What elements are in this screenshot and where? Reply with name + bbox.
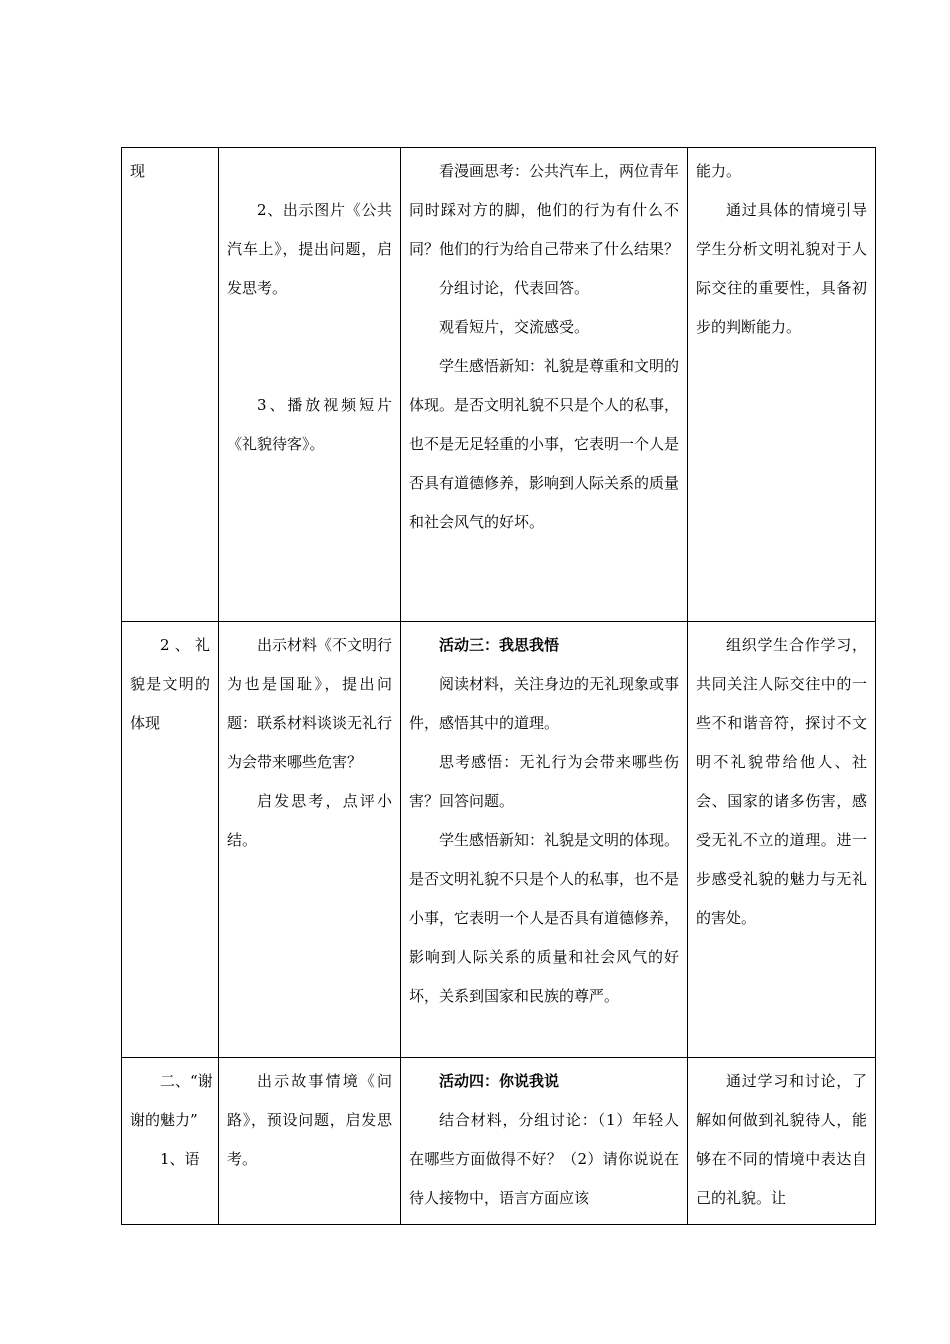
student-activity-text: 学生感悟新知：礼貌是文明的体现。是否文明礼貌不只是个人的私事，也不是小事，它表明一个人是否具有道德修养，影响到人际关系的质量和社会风气的好坏，关系到国家和民族的尊严。: [409, 831, 680, 1005]
design-intent-cell: [688, 622, 876, 1058]
activity-title: 活动四：你说我说: [439, 1072, 560, 1090]
teacher-activity-text: 2、出示图片《公共汽车上》，提出问题，启发思考。: [227, 201, 392, 297]
section-cell: [122, 1058, 219, 1225]
student-activity-cell: [401, 1058, 688, 1225]
teacher-activity-text: 3、播放视频短片《礼貌待客》。: [227, 396, 392, 453]
student-activity-cell: [401, 622, 688, 1058]
activity-title: 活动三：我思我悟: [439, 636, 560, 654]
teacher-activity-cell: [219, 622, 401, 1058]
student-activity-text: 学生感悟新知：礼貌是尊重和文明的体现。是否文明礼貌不只是个人的私事，也不是无足轻重的小事，它表明一个人是否具有道德修养，影响到人际关系的质量和社会风气的好坏。: [409, 357, 680, 531]
table-row: [122, 1058, 876, 1225]
teacher-activity-text: 启发思考，点评小结。: [227, 792, 392, 849]
teacher-activity-cell: [219, 1058, 401, 1225]
student-activity-text: 结合材料，分组讨论：（1）年轻人在哪些方面做得不好？（2）请你说说在待人接物中，语言方面应该: [409, 1111, 679, 1207]
design-intent-text: 组织学生合作学习，共同关注人际交往中的一些不和谐音符，探讨不文明不礼貌带给他人、社会、国家的诸多伤害，感受无礼不立的道理。进一步感受礼貌的魅力与无礼的害处。: [696, 636, 867, 927]
student-activity-text: 思考感悟：无礼行为会带来哪些伤害？回答问题。: [409, 753, 679, 810]
design-intent-text: 通过学习和讨论，了解如何做到礼貌待人，能够在不同的情境中表达自己的礼貌。让: [696, 1072, 867, 1207]
student-activity-text: 看漫画思考：公共汽车上，两位青年同时踩对方的脚，他们的行为有什么不同？他们的行为给自己带来了什么结果？: [409, 162, 680, 258]
section-text: 二、“谢谢的魅力”: [130, 1072, 213, 1129]
teacher-activity-text: 出示故事情境《问路》，预设问题，启发思考。: [227, 1072, 392, 1168]
section-text: 2、礼貌是文明的体现: [130, 636, 210, 732]
section-cell: [122, 148, 219, 622]
section-text: 现: [130, 162, 146, 180]
teacher-activity-text: 出示材料《不文明行为也是国耻》，提出问题：联系材料谈谈无礼行为会带来哪些危害？: [227, 636, 393, 771]
design-intent-cell: [688, 148, 876, 622]
student-activity-cell: [401, 148, 688, 622]
lesson-plan-table: [121, 147, 876, 1225]
student-activity-text: 观看短片，交流感受。: [439, 318, 590, 336]
section-text: 1、语: [160, 1150, 200, 1168]
design-intent-cell: [688, 1058, 876, 1225]
student-activity-text: 分组讨论，代表回答。: [439, 279, 590, 297]
table-row: [122, 148, 876, 622]
table-row: [122, 622, 876, 1058]
section-cell: [122, 622, 219, 1058]
teacher-activity-cell: [219, 148, 401, 622]
design-intent-text: 通过具体的情境引导学生分析文明礼貌对于人际交往的重要性，具备初步的判断能力。: [696, 201, 867, 336]
design-intent-text: 能力。: [696, 162, 742, 180]
student-activity-text: 阅读材料，关注身边的无礼现象或事件，感悟其中的道理。: [409, 675, 680, 732]
